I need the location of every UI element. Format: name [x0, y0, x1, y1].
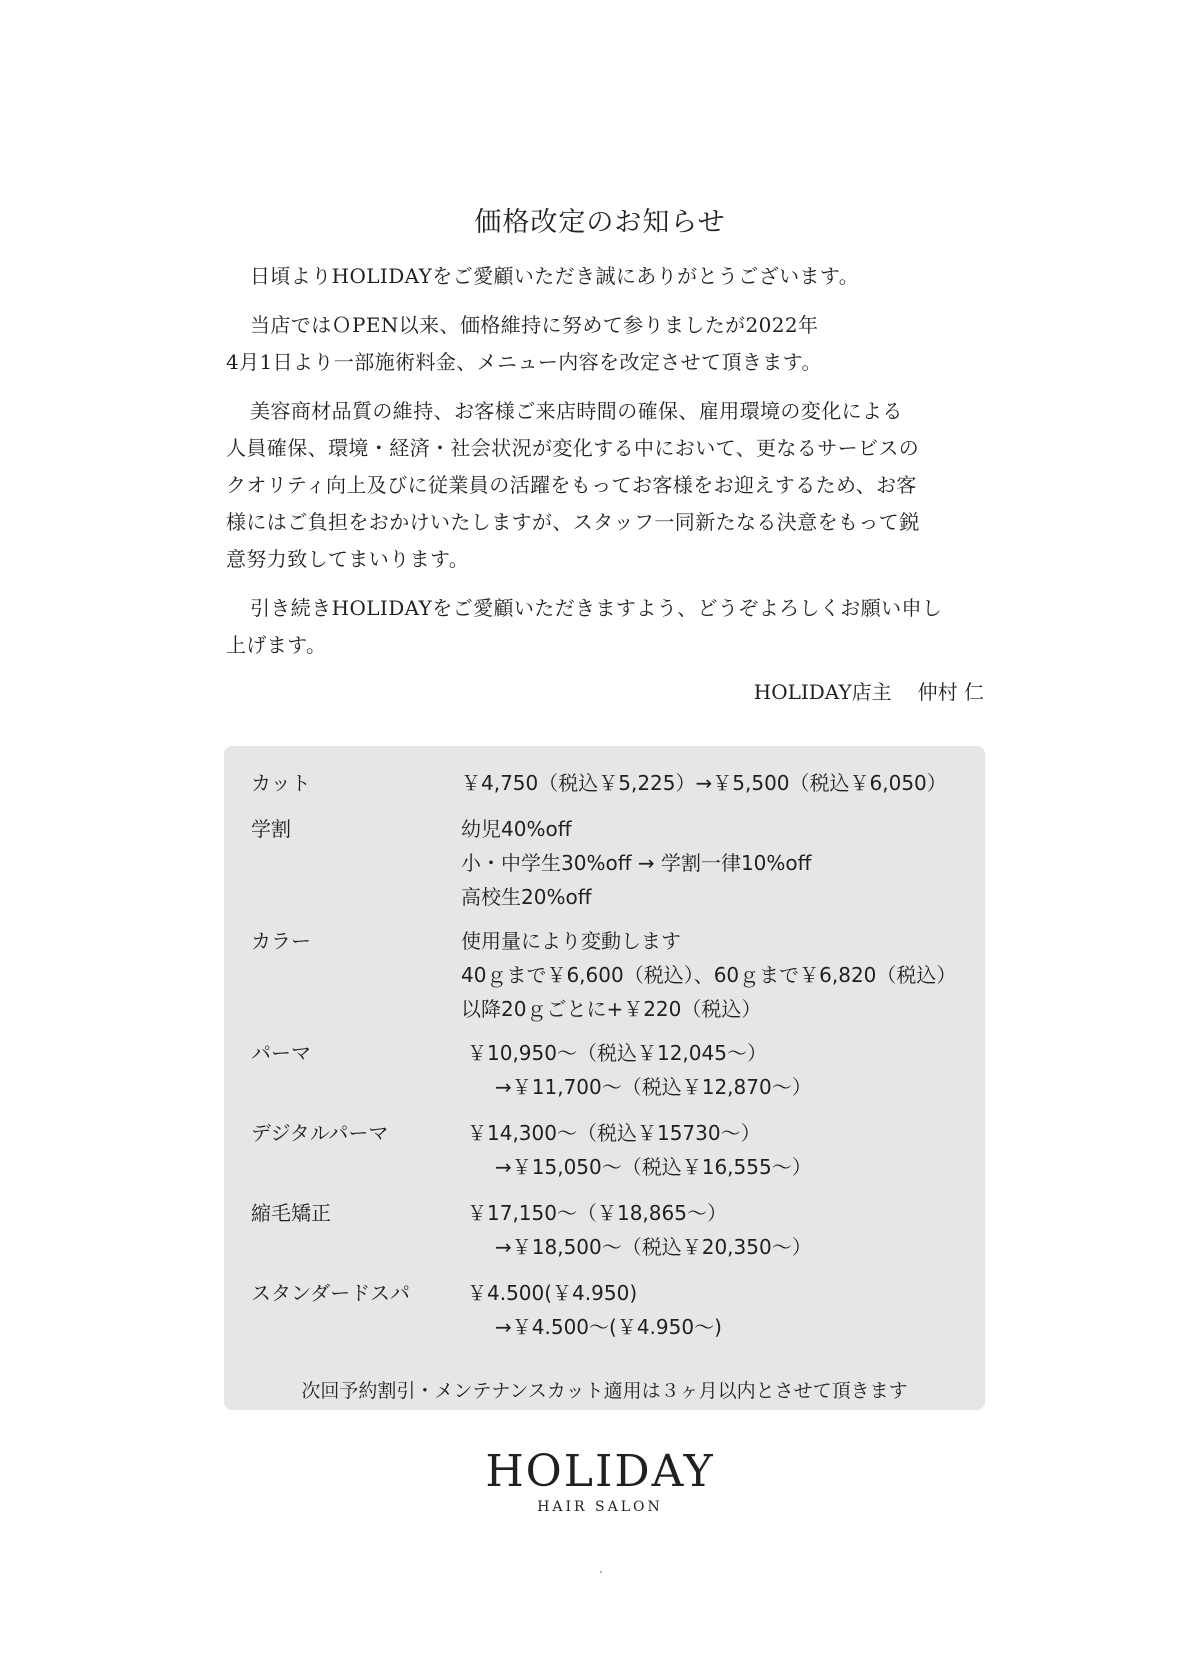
price-line: ￥10,950～（税込￥12,045～）	[467, 1041, 767, 1065]
price-footnote: 次回予約割引・メンテナンスカット適用は３ヶ月以内とさせて頂きます	[301, 1380, 908, 1402]
price-line: 高校生20%off	[461, 885, 592, 909]
price-line: →￥18,500～（税込￥20,350～）	[495, 1235, 812, 1259]
price-line: 使用量により変動します	[461, 929, 681, 953]
page-mark	[600, 1571, 602, 1573]
paragraph-line: 当店ではＯPEN以来、価格維持に努めて参りましたが2022年	[250, 313, 819, 337]
price-values	[467, 1196, 812, 1264]
signature	[754, 677, 984, 707]
price-line: 幼児40%off	[461, 817, 572, 841]
greeting-paragraph	[226, 258, 986, 295]
price-line: →￥4.500～(￥4.950～)	[495, 1315, 722, 1339]
signature-name: 仲村 仁	[917, 680, 984, 704]
reason-paragraph	[226, 393, 986, 578]
paragraph-line: 人員確保、環境・経済・社会状況が変化する中において、更なるサービスの	[226, 436, 920, 460]
price-line: 小・中学生30%off → 学割一律10%off	[461, 851, 812, 875]
price-values	[461, 924, 956, 1026]
signature-shop: HOLIDAY店主	[753, 680, 892, 704]
closing-paragraph	[226, 590, 986, 664]
price-values	[467, 1116, 812, 1184]
price-line: ￥14,300～（税込￥15730～）	[467, 1121, 761, 1145]
price-line: →￥11,700～（税込￥12,870～）	[495, 1075, 812, 1099]
price-label: 学割	[251, 817, 291, 841]
paragraph-line: 4月1日より一部施術料金、メニュー内容を改定させて頂きます。	[226, 350, 822, 374]
revision-paragraph	[226, 307, 986, 381]
notice-title: 価格改定のお知らせ	[474, 207, 726, 238]
price-values	[461, 766, 947, 800]
paragraph-line: 様にはご負担をおかけいたしますが、スタッフ一同新たなる決意をもって鋭	[226, 510, 920, 534]
price-label: デジタルパーマ	[251, 1121, 389, 1145]
price-line: 以降20ｇごとに+￥220（税込）	[461, 997, 762, 1021]
paragraph-line: クオリティ向上及びに従業員の活躍をもってお客様をお迎えするため、お客	[226, 473, 917, 497]
holiday-logo	[0, 1448, 1200, 1516]
price-label: カット	[251, 771, 311, 795]
price-label: 縮毛矯正	[251, 1201, 331, 1225]
paragraph-line: 引き続きHOLIDAYをご愛顧いただきますよう、どうぞよろしくお願い申し	[250, 596, 943, 620]
price-values	[461, 812, 811, 914]
logo-sub-text: HAIR SALON	[537, 1499, 663, 1515]
paragraph-line: 上げます。	[226, 633, 327, 657]
price-line: ￥4,750（税込￥5,225）→￥5,500（税込￥6,050）	[461, 771, 947, 795]
price-line: ￥4.500(￥4.950)	[467, 1281, 638, 1305]
price-line: ￥17,150～（￥18,865～）	[467, 1201, 727, 1225]
price-list-box	[224, 746, 985, 1410]
price-line: →￥15,050～（税込￥16,555～）	[495, 1155, 812, 1179]
price-values	[467, 1276, 722, 1344]
price-label: パーマ	[251, 1041, 311, 1065]
price-label: カラー	[251, 929, 311, 953]
price-line: 40ｇまで￥6,600（税込）、60ｇまで￥6,820（税込）	[461, 963, 957, 987]
price-label: スタンダードスパ	[251, 1281, 410, 1305]
logo-main-text: HOLIDAY	[485, 1446, 715, 1497]
paragraph-line: 日頃よりHOLIDAYをご愛顧いただき誠にありがとうございます。	[250, 264, 860, 288]
price-values	[467, 1036, 812, 1104]
paragraph-line: 意努力致してまいります。	[226, 547, 470, 571]
paragraph-line: 美容商材品質の維持、お客様ご来店時間の確保、雇用環境の変化による	[250, 399, 903, 423]
